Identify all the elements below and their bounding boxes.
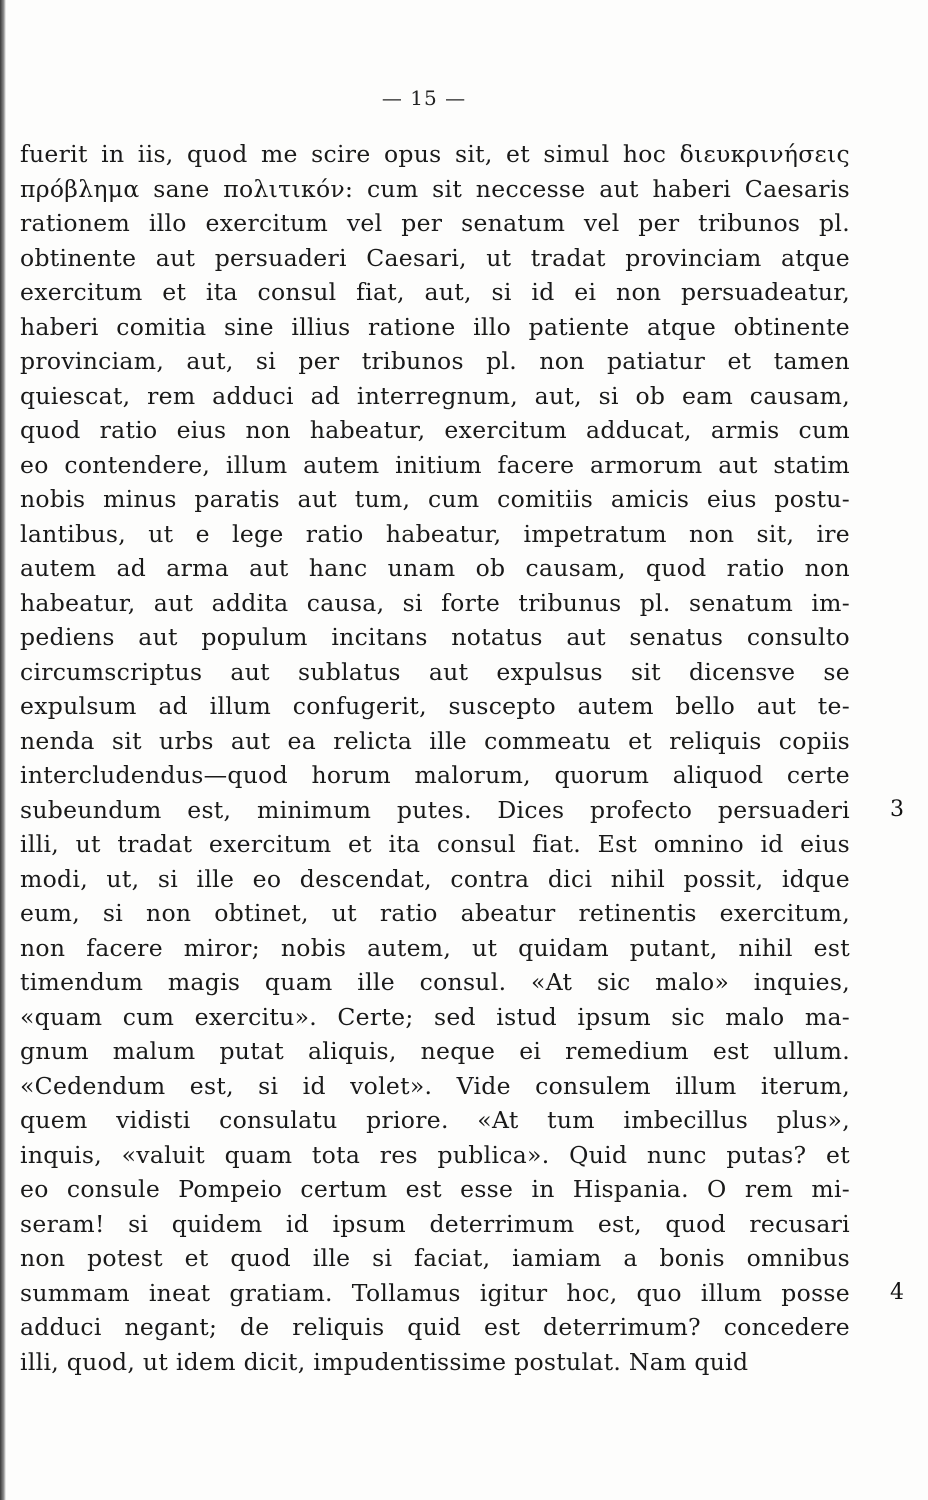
text-line-content: autem ad arma aut hanc unam ob causam, quod ratio non <box>20 554 850 582</box>
text-line <box>0 413 850 448</box>
text-line-content: nenda sit urbs aut ea relicta ille commeatu et reliquis copiis <box>20 726 850 755</box>
text-line <box>0 931 850 966</box>
text-line <box>0 172 850 207</box>
text-line-content: «Cedendum est, si id volet». Vide consulem illum iterum, <box>20 1071 850 1100</box>
text-line-content: gnum malum putat aliquis, neque ei remedium est ullum. <box>20 1037 850 1065</box>
text-line <box>0 379 850 414</box>
text-line <box>0 862 850 897</box>
text-line-content: lantibus, ut e lege ratio habeatur, impetratum non sit, ire <box>20 519 850 548</box>
text-line <box>0 1000 850 1035</box>
text-line <box>0 1276 905 1311</box>
text-line <box>0 1310 850 1345</box>
text-line <box>0 517 850 552</box>
text-line-content: illi, quod, ut idem dicit, impudentissime postulat. Nam quid <box>20 1347 749 1376</box>
text-line <box>0 344 850 379</box>
text-line <box>0 896 850 931</box>
text-line-content: modi, ut, si ille eo descendat, contra dici nihil possit, idque <box>20 864 850 893</box>
text-line-content: non potest et quod ille si faciat, iamiam a bonis omnibus <box>20 1244 850 1272</box>
text-line-content: pediens aut populum incitans notatus aut senatus consulto <box>20 623 850 651</box>
text-line <box>0 310 850 345</box>
text-line-content: habeatur, aut addita causa, si forte tribunus pl. senatum im- <box>20 588 850 617</box>
page-number: — 15 — <box>381 86 467 110</box>
text-line-content: non facere miror; nobis autem, ut quidam putant, nihil est <box>20 933 850 962</box>
text-line-content: provinciam, aut, si per tribunos pl. non patiatur et tamen <box>20 347 850 375</box>
text-line <box>0 827 850 862</box>
text-line-content: eo consule Pompeio certum est esse in Hispania. O rem mi- <box>20 1175 850 1203</box>
text-line-content: quod ratio eius non habeatur, exercitum adducat, armis cum <box>20 416 850 444</box>
text-line-content: nobis minus paratis aut tum, cum comitiis amicis eius postu- <box>20 485 850 513</box>
text-line-content: eum, si non obtinet, ut ratio abeatur retinentis exercitum, <box>20 899 850 927</box>
text-line-content: quem vidisti consulatu priore. «At tum imbecillus plus», <box>20 1106 850 1134</box>
text-line-content: summam ineat gratiam. Tollamus igitur hoc, quo illum posse <box>20 1278 850 1307</box>
text-line <box>0 586 850 621</box>
margin-section-number: 3 <box>890 796 905 822</box>
text-line <box>0 655 850 690</box>
text-line <box>0 241 850 276</box>
text-line-content: exercitum et ita consul fiat, aut, si id ei non persuadeatur, <box>20 278 850 306</box>
text-line-content: circumscriptus aut sublatus aut expulsus sit dicensve se <box>20 657 850 686</box>
text-line <box>0 1069 850 1104</box>
text-line <box>0 551 850 586</box>
text-line-content: haberi comitia sine illius ratione illo patiente atque obtinente <box>20 312 850 341</box>
text-line <box>0 689 850 724</box>
text-line <box>0 206 850 241</box>
text-line <box>0 1138 850 1173</box>
text-line <box>0 137 850 172</box>
text-line <box>0 1241 850 1276</box>
text-line <box>0 1034 850 1069</box>
text-line-content: subeundum est, minimum putes. Dices profecto persuaderi <box>20 795 850 824</box>
text-line-content: timendum magis quam ille consul. «At sic malo» inquies, <box>20 968 850 996</box>
text-line <box>0 1103 850 1138</box>
text-line-content: adduci negant; de reliquis quid est deterrimum? concedere <box>20 1313 850 1341</box>
margin-section-number: 4 <box>890 1279 905 1305</box>
text-line <box>0 965 850 1000</box>
text-line-content: seram! si quidem id ipsum deterrimum est, quod recusari <box>20 1209 850 1238</box>
text-line <box>0 1172 850 1207</box>
text-line-content: fuerit in iis, quod me scire opus sit, et simul hoc διευκρινήσεις <box>20 140 850 168</box>
text-line <box>0 793 905 828</box>
text-line-content: πρόβλημα sane πολιτικόν: cum sit neccesse aut haberi Caesaris <box>20 174 850 203</box>
text-line-content: expulsum ad illum confugerit, suscepto autem bello aut te- <box>20 692 850 720</box>
text-line <box>0 482 850 517</box>
text-line-content: «quam cum exercitu». Certe; sed istud ipsum sic malo ma- <box>20 1002 850 1031</box>
text-line-content: eo contendere, illum autem initium facere armorum aut statim <box>20 450 850 479</box>
text-line <box>0 1207 850 1242</box>
text-line-content: intercludendus—quod horum malorum, quorum aliquod certe <box>20 761 850 789</box>
text-line-content: inquis, «valuit quam tota res publica». Quid nunc putas? et <box>20 1140 850 1169</box>
text-line-content: obtinente aut persuaderi Caesari, ut tradat provinciam atque <box>20 243 850 272</box>
text-line <box>0 620 850 655</box>
text-line-content: illi, ut tradat exercitum et ita consul fiat. Est omnino id eius <box>20 830 850 858</box>
text-line <box>0 758 850 793</box>
text-line <box>0 448 850 483</box>
text-line <box>0 724 850 759</box>
body-text <box>0 137 905 1379</box>
text-line <box>0 1345 850 1380</box>
text-line-content: rationem illo exercitum vel per senatum vel per tribunos pl. <box>20 209 850 237</box>
text-line-content: quiescat, rem adduci ad interregnum, aut, si ob eam causam, <box>20 381 850 410</box>
text-line <box>0 275 850 310</box>
